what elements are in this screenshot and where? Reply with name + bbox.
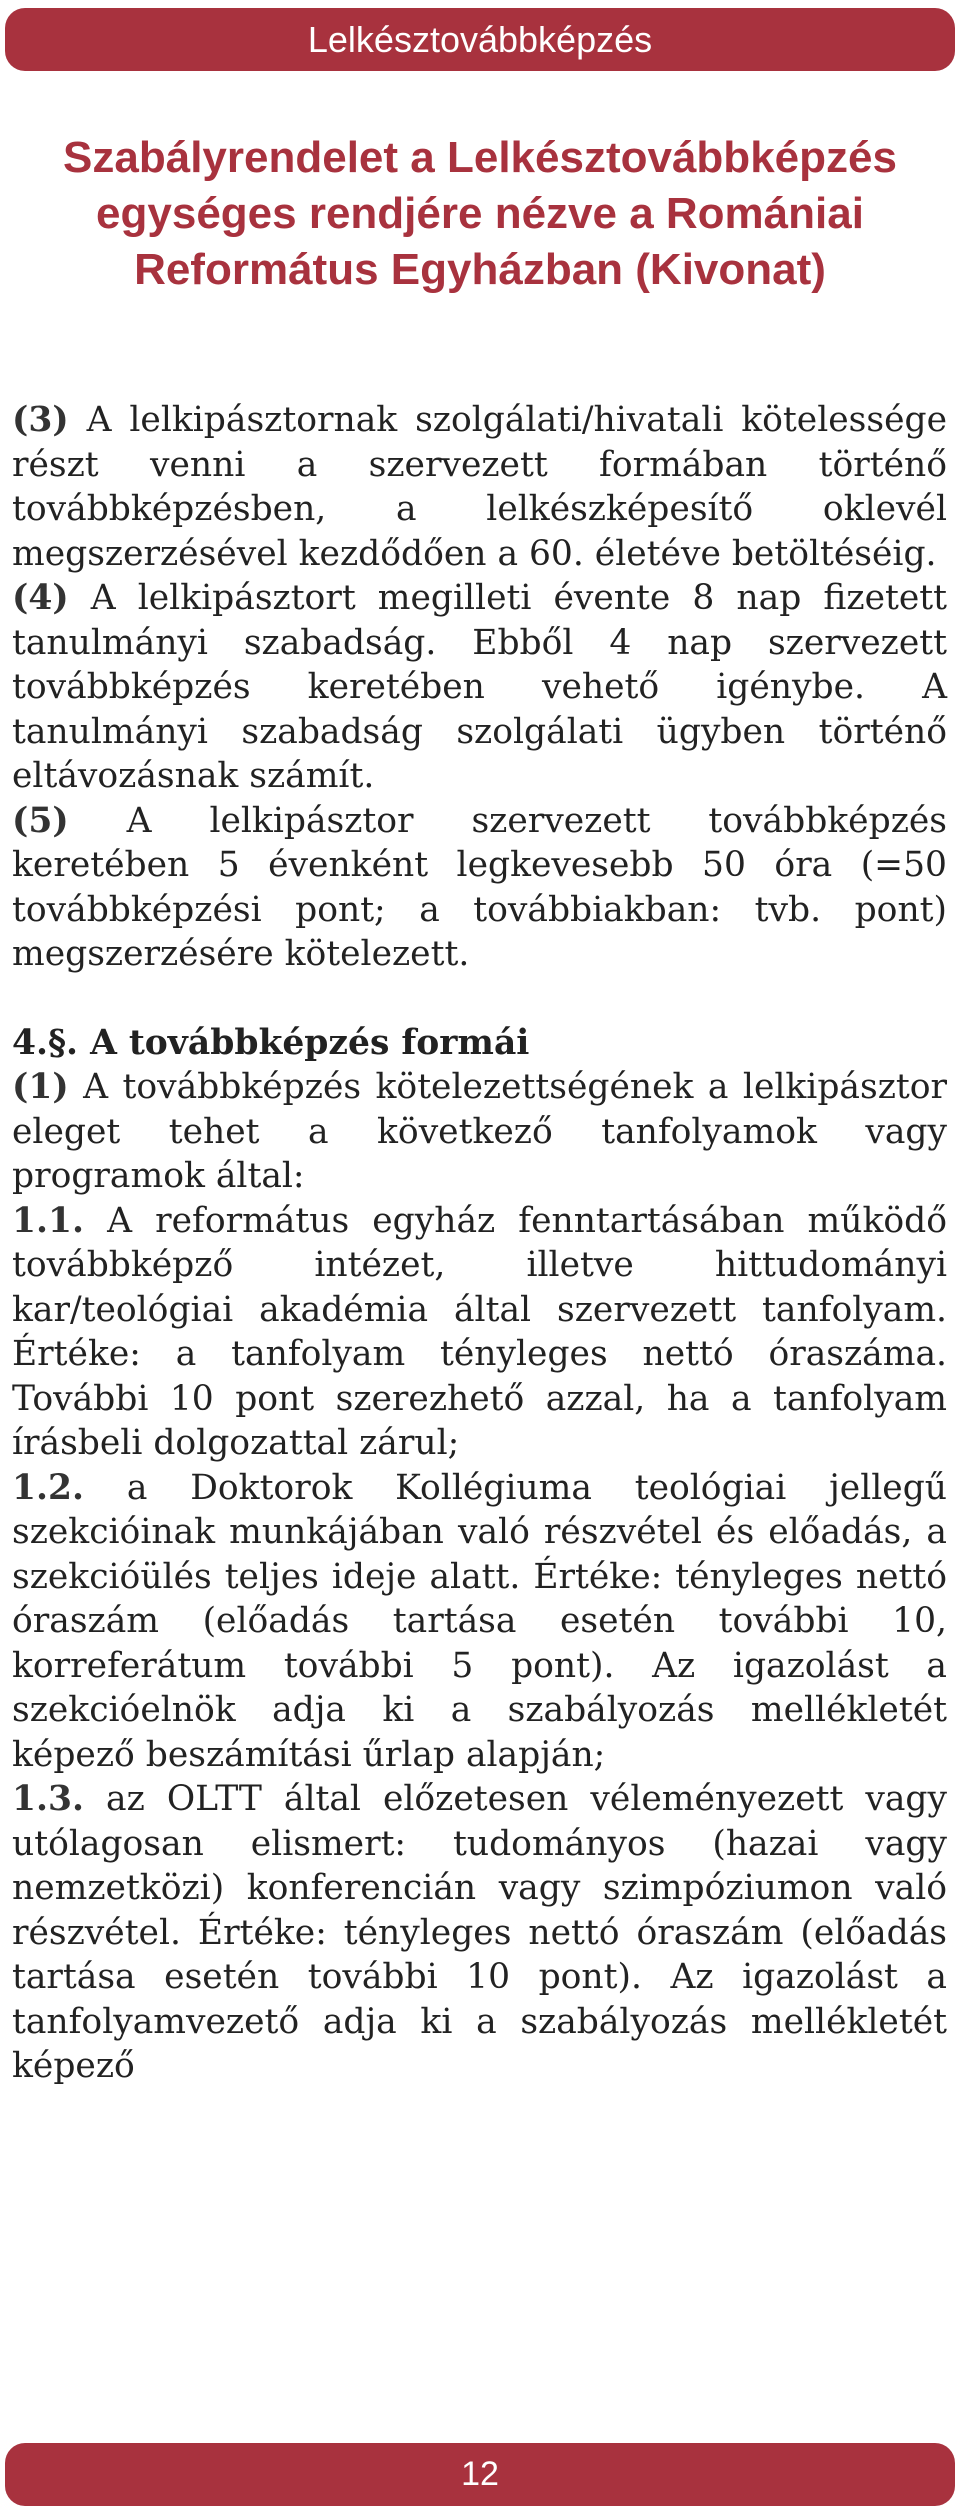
section-item-1-1	[12, 1199, 947, 1466]
item-text: A református egyház fenntartásában működő továbbképző intézet, illetve hittudományi kar/teológiai akadémia által szervezett tanfolyam. Értéke: a tanfolyam tényleges nettó óraszáma. További 10 pont szerezhető azzal, ha a tanfolyam írásbeli dolgozattal zárul;	[12, 1200, 947, 1463]
item-number: 1.3.	[12, 1779, 85, 1819]
running-header-title: Lelkésztovábbképzés	[307, 19, 653, 60]
section-item-1-2	[12, 1466, 947, 1778]
paragraph-text: A lelkipásztornak szolgálati/hivatali kötelessége részt venni a szervezett formában történő továbbképzésben, a lelkészképesítő oklevél megszerzésével kezdődően a 60. életéve betöltéséig.	[12, 400, 947, 574]
section-item-1-3	[12, 1777, 947, 2089]
document-body	[12, 398, 947, 2089]
paragraph-number: (4)	[12, 578, 69, 618]
paragraph-text: A lelkipásztor szervezett továbbképzés keretében 5 évenként legkevesebb 50 óra (=50 továbbképzési pont; a továbbiakban: tvb. pont) megszerzésére kötelezett.	[12, 800, 947, 974]
item-text: az OLTT által előzetesen véleményezett vagy utólagosan elismert: tudományos (hazai vagy nemzetközi) konferencián vagy szimpóziumon való részvétel. Értéke: tényleges nettó óraszám (előadás tartása esetén további 10 pont). Az igazolást a tanfolyamvezető adja ki a szabályozás mellékletét képező	[12, 1779, 947, 2086]
paragraph-3	[12, 398, 947, 576]
page-number: 12	[461, 2455, 499, 2493]
item-number: 1.1.	[12, 1200, 85, 1241]
item-number: 1.2.	[12, 1467, 85, 1508]
page-footer-bar	[5, 2443, 955, 2506]
item-text: a Doktorok Kollégiuma teológiai jellegű szekcióinak munkájában való részvétel és előadás, a szekcióülés teljes ideje alatt. Értéke: tényleges nettó óraszám (előadás tartása esetén további 10, korreferátum további 5 pont). Az igazolást a szekcióelnök adja ki a szabályozás mellékletét képező beszámítási űrlap alapján;	[12, 1467, 947, 1775]
paragraph-5	[12, 799, 947, 977]
section-item-1	[12, 1065, 947, 1199]
paragraph-text: A lelkipásztort megilleti évente 8 nap fizetett tanulmányi szabadság. Ebből 4 nap szervezett továbbképzés keretében vehető igénybe. A tanulmányi szabadság szolgálati ügyben történő eltávozásnak számít.	[12, 578, 947, 796]
running-header-bar	[5, 8, 955, 71]
section-heading: 4.§. A továbbképzés formái	[12, 1022, 530, 1063]
paragraph-number: (3)	[12, 400, 69, 440]
item-number: (1)	[12, 1067, 69, 1107]
document-title: Szabályrendelet a Lelkésztovábbképzés egységes rendjére nézve a Romániai Református Egyházban (Kivonat)	[63, 133, 897, 294]
item-text: A továbbképzés kötelezettségének a lelkipásztor eleget tehet a következő tanfolyamok vagy programok által:	[12, 1067, 947, 1196]
paragraph-4	[12, 576, 947, 799]
paragraph-number: (5)	[12, 800, 69, 841]
